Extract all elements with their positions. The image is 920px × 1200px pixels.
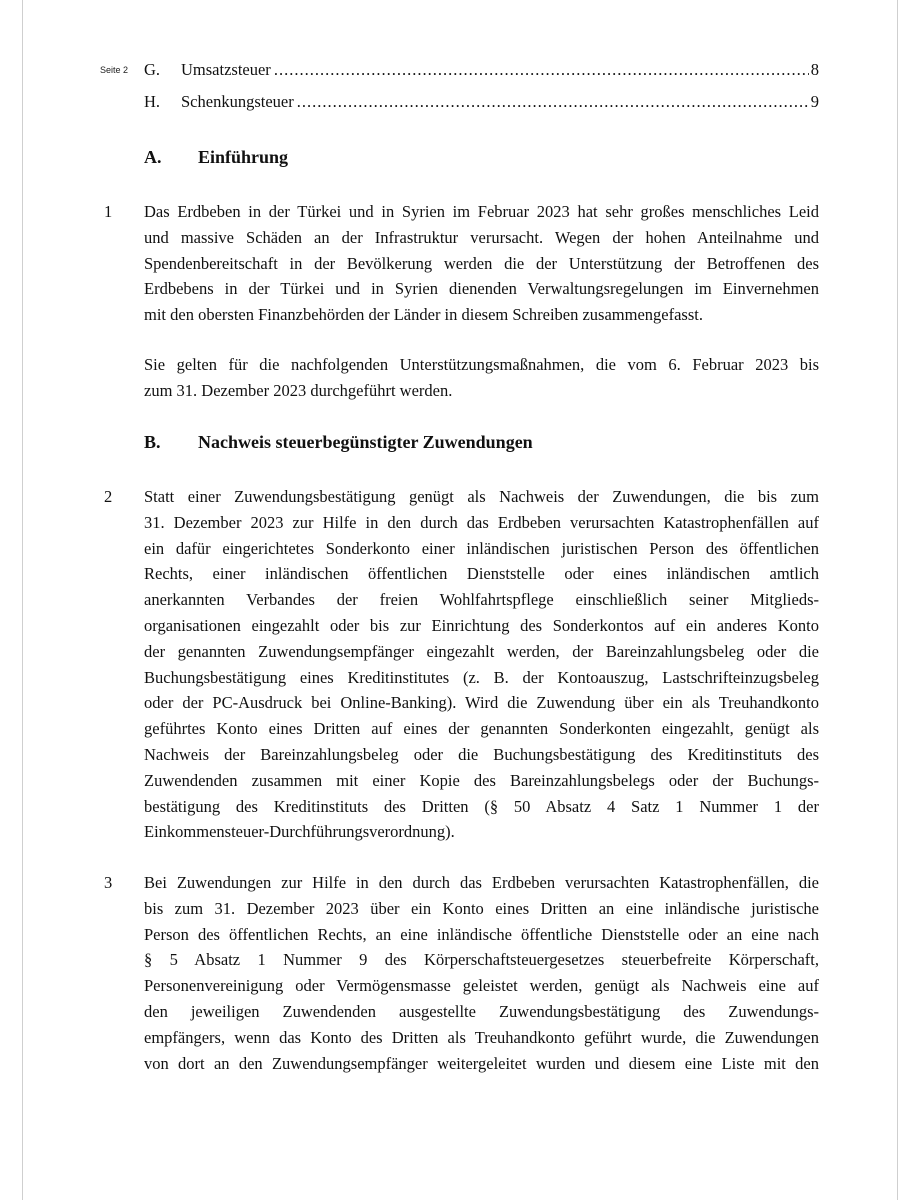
toc-letter: G. (144, 60, 161, 79)
text-line: Erdbebens in der Türkei und in Syrien dienenden Verwaltungsregelungen im Einvernehmen (144, 279, 819, 299)
text-line: Nachweis der Bareinzahlungsbeleg oder die Buchungsbestätigung des Kreditinstituts des (144, 744, 819, 764)
text-line: Das Erdbeben in der Türkei und in Syrien im Februar 2023 hat sehr großes menschliches Leid (144, 202, 819, 221)
text-line: Spendenbereitschaft in der Bevölkerung werden die der Unterstützung der Betroffenen des (144, 253, 819, 273)
section-letter: A. (144, 147, 162, 167)
section-title: Einführung (198, 147, 289, 167)
text-line: Statt einer Zuwendungsbestätigung genügt als Nachweis der Zuwendungen, die bis zum (144, 487, 819, 506)
text-line: empfängers, wenn das Konto des Dritten als Treuhandkonto geführt wurde, die Zuwendungen (144, 1027, 819, 1047)
section-a-heading (144, 147, 288, 168)
toc-page-number: 8 (810, 60, 819, 79)
text-line: Sie gelten für die nachfolgenden Unterstützungsmaßnahmen, die vom 6. Februar 2023 bis (144, 355, 819, 374)
toc-leader-dots (297, 92, 809, 112)
section-title: Nachweis steuerbegünstigter Zuwendungen (198, 432, 533, 452)
text-line: zum 31. Dezember 2023 durchgeführt werden. (144, 380, 453, 400)
text-line: Rechts, einer inländischen öffentlichen Dienststelle oder eines inländischen amtlich (144, 564, 819, 584)
section-b-heading (144, 432, 533, 453)
margin-number-2: 2 (104, 487, 113, 506)
text-line: mit den obersten Finanzbehörden der Länder in diesem Schreiben zusammengefasst. (144, 305, 703, 325)
text-line: und massive Schäden an der Infrastruktur verursacht. Wegen der hohen Anteilnahme und (144, 227, 819, 247)
toc-page-number: 9 (810, 92, 819, 111)
text-line: Einkommensteuer-Durchführungsverordnung). (144, 822, 455, 842)
text-line: Buchungsbestätigung eines Kreditinstitutes (z. B. der Kontoauszug, Lastschrifteinzugsbeleg (144, 667, 819, 687)
paragraph-3 (144, 870, 819, 1076)
text-line: den jeweiligen Zuwendenden ausgestellte Zuwendungsbestätigung des Zuwendungs- (144, 1001, 819, 1021)
toc-title: Umsatzsteuer (181, 60, 271, 79)
text-line: oder der PC-Ausdruck bei Online-Banking). Wird die Zuwendung über ein als Treuhandkonto (144, 693, 819, 713)
text-line: Zuwendenden zusammen mit einer Kopie des Bareinzahlungsbelegs oder der Buchungs- (144, 770, 819, 790)
toc-letter: H. (144, 92, 161, 111)
text-line: bis zum 31. Dezember 2023 über ein Konto eines Dritten an eine inländische juristische (144, 898, 819, 918)
margin-number-3: 3 (104, 873, 113, 892)
toc-title: Schenkungsteuer (181, 92, 294, 111)
page-label: Seite 2 (100, 65, 129, 75)
toc-leader-dots (274, 60, 809, 80)
paragraph-1 (144, 199, 819, 328)
margin-number-1: 1 (104, 202, 113, 221)
toc-entry-g[interactable] (144, 60, 819, 82)
toc-entry-h[interactable] (144, 92, 819, 114)
paragraph-1b (144, 352, 819, 404)
section-letter: B. (144, 432, 161, 452)
text-line: organisationen eingezahlt oder bis zur Einrichtung des Sonderkontos auf ein anderes Konto (144, 615, 819, 635)
text-line: geführtes Konto eines Dritten auf eines der genannten Sonderkonten eingezahlt, genügt als (144, 719, 819, 739)
text-line: anerkannten Verbandes der freien Wohlfahrtspflege einschließlich seiner Mitglieds- (144, 590, 819, 610)
text-line: von dort an den Zuwendungsempfänger weitergeleitet wurden und diesem eine Liste mit den (144, 1053, 819, 1073)
text-line: Person des öffentlichen Rechts, an eine inländische öffentliche Dienststelle oder an eine nach (144, 924, 819, 944)
text-line: Personenvereinigung oder Vermögensmasse geleistet werden, genügt als Nachweis eine auf (144, 976, 819, 996)
text-line: bestätigung des Kreditinstituts des Dritten (§ 50 Absatz 4 Satz 1 Nummer 1 der (144, 796, 819, 816)
text-line: der genannten Zuwendungsempfänger eingezahlt werden, der Bareinzahlungsbeleg oder die (144, 641, 819, 661)
text-line: § 5 Absatz 1 Nummer 9 des Körperschaftsteuergesetzes steuerbefreite Körperschaft, (144, 950, 819, 970)
paragraph-2 (144, 484, 819, 845)
text-line: 31. Dezember 2023 zur Hilfe in den durch das Erdbeben verursachten Katastrophenfällen auf (144, 512, 819, 532)
text-line: Bei Zuwendungen zur Hilfe in den durch das Erdbeben verursachten Katastrophenfällen, die (144, 873, 819, 892)
text-line: ein dafür eingerichtetes Sonderkonto einer inländischen juristischen Person des öffentlichen (144, 538, 819, 558)
